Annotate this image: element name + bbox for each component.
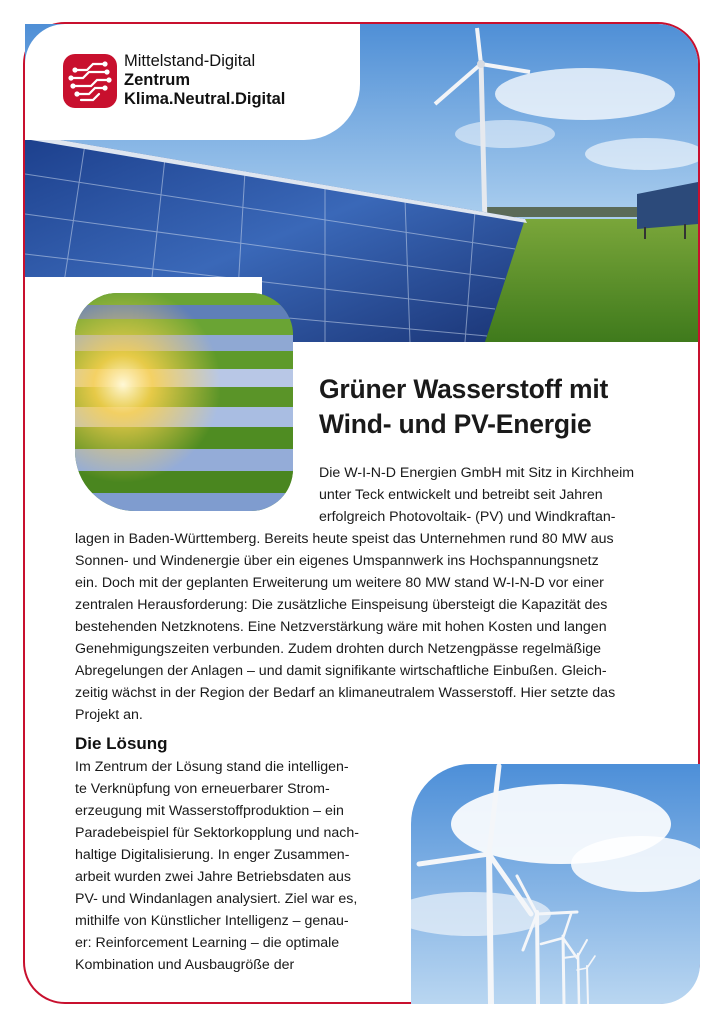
text-line: unter Teck entwickelt und betreibt seit Jahren: [319, 487, 603, 503]
text-line: zeitig wächst in der Region der Bedarf an klimaneutralem Wasserstoff. Hier setzte das: [75, 685, 616, 701]
logo-line-1: Mittelstand-Digital: [124, 52, 256, 70]
text-line: PV- und Windanlagen analysiert. Ziel war es,: [75, 891, 358, 907]
title-line-2: Wind- und PV-Energie: [319, 409, 592, 439]
text-line: Projekt an.: [75, 707, 143, 723]
text-line: erzeugung mit Wasserstoffproduktion – ein: [75, 803, 344, 819]
logo-wordmark: [124, 52, 285, 109]
section-heading-solution: Die Lösung: [75, 734, 168, 753]
wind-turbines-image: [411, 764, 700, 1004]
text-line: Sonnen- und Windenergie über ein eigenes Umspannwerk ins Hochspannungsnetz: [75, 553, 599, 569]
text-line: Paradebeispiel für Sektorkopplung und nach-: [75, 825, 359, 841]
text-line: Abregelungen der Anlagen – und damit signifikante wirtschaftliche Einbußen. Gleich-: [75, 663, 607, 679]
logo-line-3: Klima.Neutral.Digital: [124, 90, 286, 108]
solar-field-inset-image: [75, 293, 293, 511]
text-line: ein. Doch mit der geplanten Erweiterung um weitere 80 MW stand W-I-N-D vor einer: [75, 575, 604, 591]
text-line: Im Zentrum der Lösung stand die intelligen-: [75, 759, 349, 775]
title-line-1: Grüner Wasserstoff mit: [319, 374, 609, 404]
text-line: haltige Digitalisierung. In enger Zusammen-: [75, 847, 350, 863]
body-paragraph: [75, 528, 675, 726]
text-line: Genehmigungszeiten verbunden. Zudem drohten durch Netzengpässe regelmäßige: [75, 641, 602, 657]
text-line: lagen in Baden-Württemberg. Bereits heute speist das Unternehmen rund 80 MW aus: [75, 531, 614, 547]
text-line: Kombination und Ausbaugröße der: [75, 957, 295, 973]
circuit-brain-icon: [63, 54, 117, 108]
text-line: zentralen Herausforderung: Die zusätzliche Einspeisung übersteigt die Kapazität des: [75, 597, 608, 613]
text-line: arbeit wurden zwei Jahre Betriebsdaten aus: [75, 869, 352, 885]
text-line: er: Reinforcement Learning – die optimale: [75, 935, 340, 951]
logo-line-2: Zentrum: [124, 71, 190, 89]
intro-paragraph: [319, 462, 669, 528]
article-title: [319, 372, 608, 442]
text-line: te Verknüpfung von erneuerbarer Strom-: [75, 781, 330, 797]
text-line: erfolgreich Photovoltaik- (PV) und Windkraftan-: [319, 509, 616, 525]
text-line: bestehenden Netzknotens. Eine Netzverstärkung wäre mit hohen Kosten und langen: [75, 619, 607, 635]
text-line: Die W-I-N-D Energien GmbH mit Sitz in Kirchheim: [319, 465, 635, 481]
text-line: mithilfe von Künstlicher Intelligenz – genau-: [75, 913, 349, 929]
solution-paragraph: [75, 756, 405, 976]
